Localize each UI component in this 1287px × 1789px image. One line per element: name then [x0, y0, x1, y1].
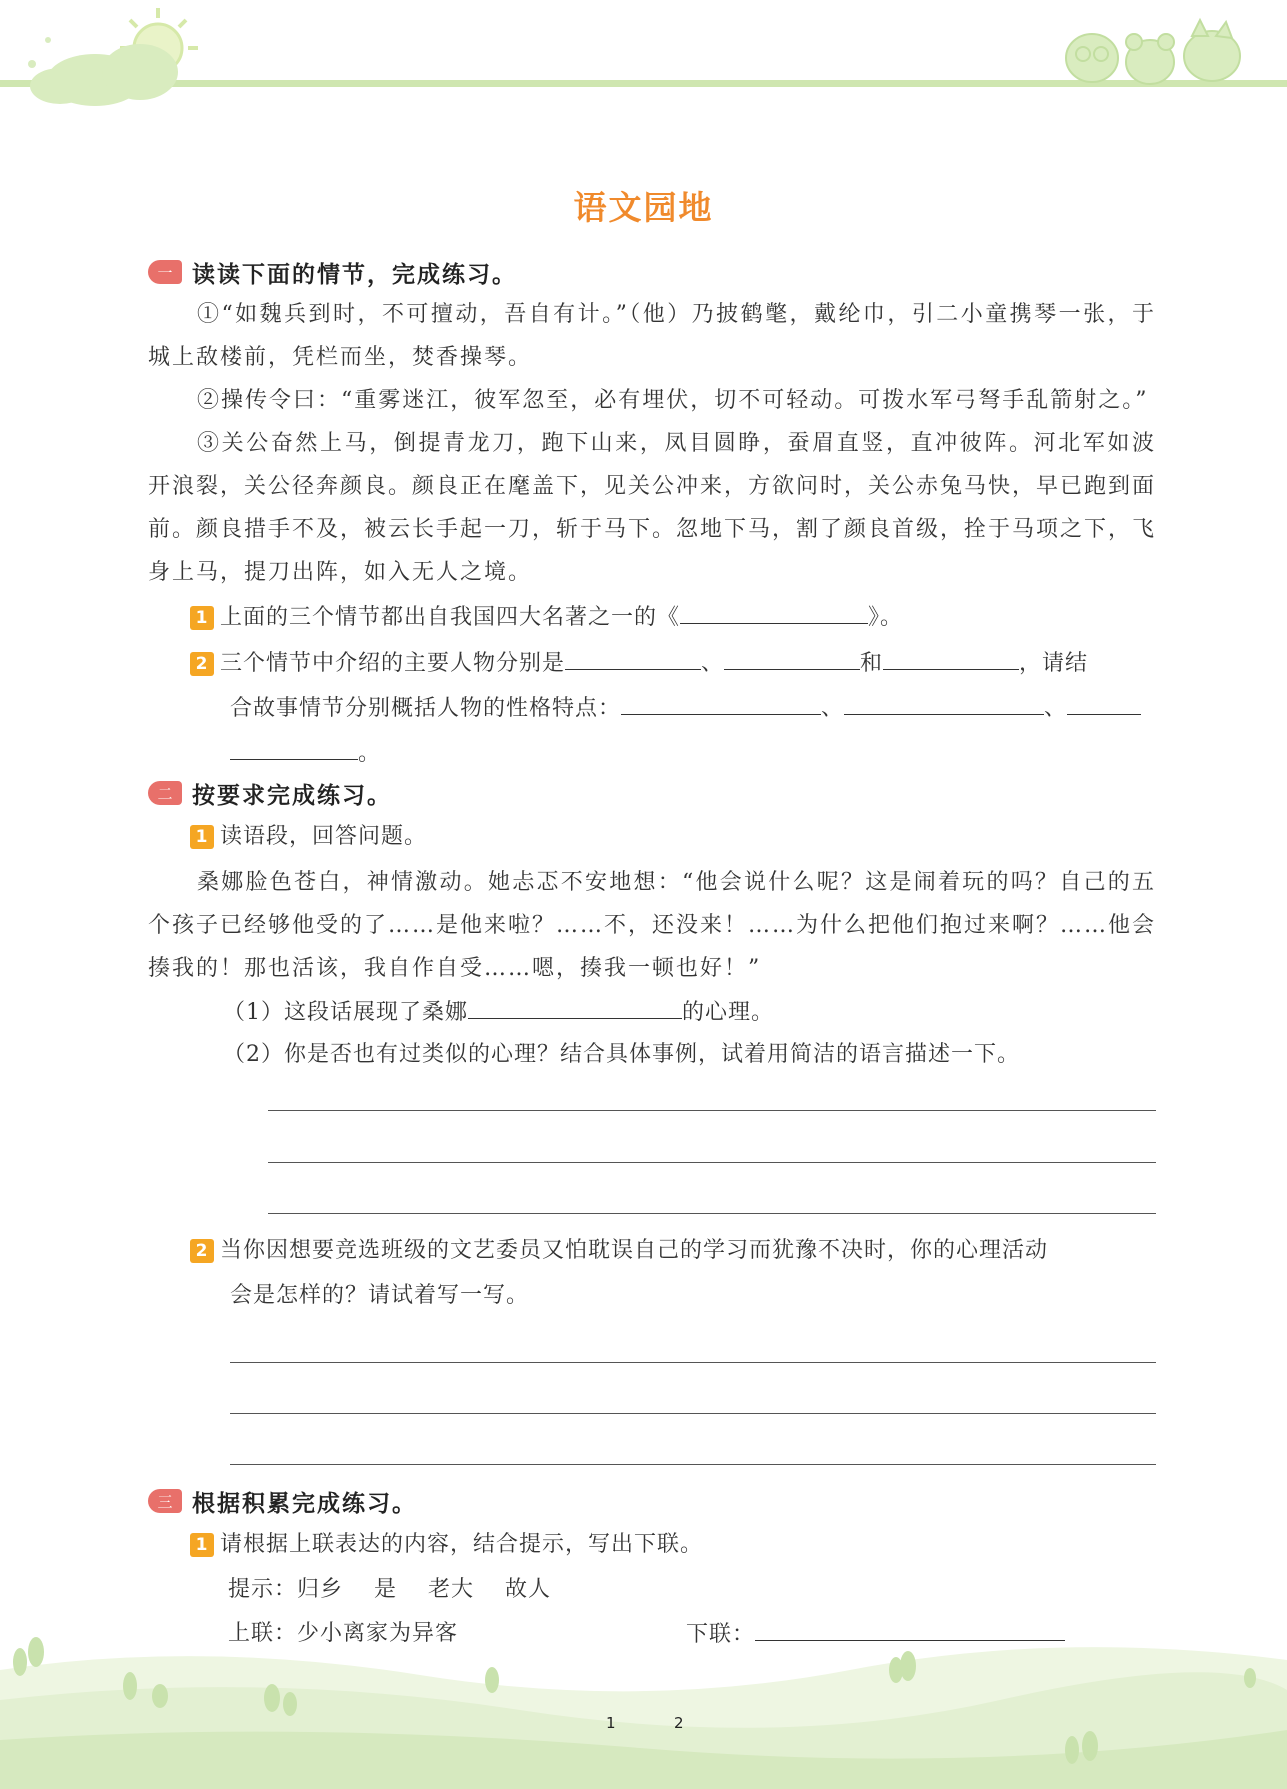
question-text: 上面的三个情节都出自我国四大名著之一的《 — [220, 605, 681, 630]
question-number: 2 — [190, 1239, 214, 1263]
section-heading-text: 根据积累完成练习。 — [192, 1490, 417, 1517]
question-text: 三个情节中介绍的主要人物分别是 — [220, 651, 566, 676]
answer-blank-trait-2[interactable] — [844, 686, 1044, 715]
section-heading-3 — [148, 1486, 417, 1516]
question-3-1 — [190, 1523, 1090, 1567]
upper-couplet: 上联：少小离家为异客 — [228, 1621, 459, 1646]
plot-paragraph-2: ②操传令曰：“重雾迷江，彼军忽至，必有埋伏，切不可轻动。可拨水军弓弩手乱箭射之。” — [197, 388, 1149, 413]
sub-question-2: （2）你是否也有过类似的心理？结合具体事例，试着用简洁的语言描述一下。 — [223, 1042, 1020, 1067]
question-number: 2 — [190, 652, 214, 676]
question-text: （1）这段话展现了桑娜 — [223, 1000, 468, 1025]
answer-blank-trait-3-cont[interactable] — [230, 731, 358, 760]
answer-line[interactable] — [268, 1162, 1156, 1163]
separator: 、 — [1044, 696, 1068, 721]
conjunction: 和 — [860, 651, 884, 676]
question-text-cont: ，请结 — [1019, 651, 1089, 676]
question-text-end: 》。 — [868, 605, 904, 630]
header-decoration — [0, 0, 1287, 110]
answer-line[interactable] — [268, 1110, 1156, 1111]
separator: 、 — [701, 651, 725, 676]
separator: 、 — [821, 696, 845, 721]
question-number: 1 — [190, 606, 214, 630]
page-number-right: 2 — [674, 1714, 684, 1732]
answer-blank-trait-3[interactable] — [1067, 686, 1141, 715]
section-heading-text: 读读下面的情节，完成练习。 — [192, 261, 517, 288]
section-badge: 二 — [148, 781, 182, 805]
answer-line[interactable] — [230, 1413, 1156, 1414]
answer-line[interactable] — [230, 1362, 1156, 1363]
question-2-1 — [190, 815, 1090, 859]
question-number: 1 — [190, 1533, 214, 1557]
question-text: 请根据上联表达的内容，结合提示，写出下联。 — [220, 1532, 704, 1557]
animal-friends-icon — [1066, 20, 1240, 84]
question-number: 1 — [190, 825, 214, 849]
answer-blank-mindset[interactable] — [468, 990, 682, 1019]
question-1-2-line2 — [230, 686, 1170, 731]
plot-paragraph-1: ①“如魏兵到时，不可擅动，吾自有计。”（他）乃披鹤氅，戴纶巾，引二小童携琴一张，于城上敌楼前，凭栏而坐，焚香操琴。 — [148, 302, 1156, 370]
period: 。 — [358, 741, 382, 766]
section-badge: 三 — [148, 1489, 182, 1513]
plot-paragraph-3: ③关公奋然上马，倒提青龙刀，跑下山来，凤目圆睁，蚕眉直竖，直冲彼阵。河北军如波开浪裂，关公径奔颜良。颜良正在麾盖下，见关公冲来，方欲问时，关公赤兔马快，早已跑到面前。颜良措手不及，被云长手起一刀，斩于马下。忽地下马，割了颜良首级，拴于马项之下，飞身上马，提刀出阵，如入无人之境。 — [148, 431, 1157, 585]
answer-blank-character-3[interactable] — [883, 641, 1019, 670]
question-text: 当你因想要竞选班级的文艺委员又怕耽误自己的学习而犹豫不决时，你的心理活动 — [220, 1238, 1049, 1263]
question-text: 合故事情节分别概括人物的性格特点： — [230, 696, 622, 721]
cloud-icon — [30, 44, 178, 106]
page-number-left: 1 — [606, 1714, 616, 1732]
question-text-end: 的心理。 — [682, 1000, 775, 1025]
question-1-1 — [190, 595, 1156, 640]
section-heading-2 — [148, 778, 392, 808]
question-text: 读语段，回答问题。 — [220, 824, 428, 849]
star-icon — [28, 37, 51, 68]
question-2-2-line2: 会是怎样的？请试着写一写。 — [230, 1283, 530, 1308]
couplet-hint: 提示：归乡 是 老大 故人 — [228, 1577, 551, 1602]
answer-blank-trait-1[interactable] — [621, 686, 821, 715]
question-1-2-line3 — [230, 731, 430, 776]
section-heading-text: 按要求完成练习。 — [192, 782, 392, 809]
answer-blank-character-1[interactable] — [565, 641, 701, 670]
answer-line[interactable] — [230, 1464, 1156, 1465]
lower-couplet-label: 下联： — [686, 1622, 756, 1647]
footer-landscape — [0, 1630, 1287, 1789]
page-title: 语文园地 — [573, 188, 714, 227]
section-badge: 一 — [148, 260, 182, 284]
sangna-passage: 桑娜脸色苍白，神情激动。她忐忑不安地想：“他会说什么呢？这是闹着玩的吗？自己的五个孩子已经够他受的了……是他来啦？……不，还没来！……为什么把他们抱过来啊？……他会揍我的！那也活该，我自作自受……嗯，揍我一顿也好！” — [148, 870, 1157, 981]
question-2-2 — [190, 1229, 1160, 1273]
answer-line[interactable] — [268, 1213, 1156, 1214]
section-heading-1 — [148, 257, 517, 287]
answer-blank-character-2[interactable] — [724, 641, 860, 670]
answer-blank[interactable] — [680, 595, 868, 624]
sub-question-1 — [223, 990, 1123, 1035]
question-1-2 — [190, 641, 1170, 686]
